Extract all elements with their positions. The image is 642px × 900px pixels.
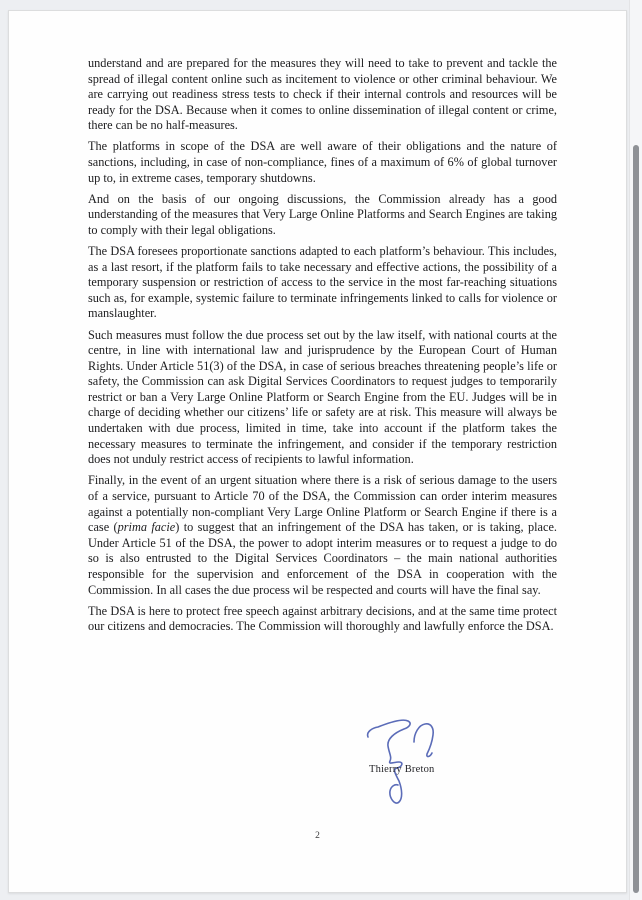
scrollbar-thumb[interactable] <box>633 145 639 893</box>
page-number: 2 <box>315 831 320 841</box>
paragraph-2: The platforms in scope of the DSA are well aware of their obligations and the nature of sanctions, including, in case of non-compliance, fines of a maximum of 6% of global turnover up to, in extreme cases, temporary shutdowns. <box>88 139 557 185</box>
italic-term: prima facie <box>117 520 176 535</box>
signature-scribble-icon <box>356 701 478 821</box>
paragraph-1: understand and are prepared for the measures they will need to take to prevent and tackle the spread of illegal content online such as incitement to violence or other criminal behaviour. We are carrying out readiness stress tests to check if their internal controls and resources will be ready for the DSA. Because when it comes to online dissemination of illegal content or crime, there can be no half-measures. <box>88 56 557 133</box>
paragraph-6-pre: Finally, in the event of an urgent situation where there is a risk of serious damage to the users of a service, pursuant to Article 70 of the DSA, the Commission can order interim measures against a potentially non-compliant Very Large Online Platform or Search Engine if there is a case ( <box>88 473 557 535</box>
paragraph-7: The DSA is here to protect free speech against arbitrary decisions, and at the same time protect our citizens and democracies. The Commission will thoroughly and lawfully enforce the DSA. <box>88 603 557 634</box>
document-page <box>8 10 627 893</box>
paragraph-5: Such measures must follow the due process set out by the law itself, with national courts at the centre, in line with international law and jurisprudence by the European Court of Human Rights. Under Article 51(3) of the DSA, in case of serious breaches threatening people’s life or safety, the Commission can ask Digital Services Coordinators to request judges to temporarily restrict or ban a Very Large Online Platform or Search Engine from the EU. Judges will be in charge of deciding whether our citizens’ life or safety are at risk. This measure will always be undertaken with due process, limited in time, take into account if the platform takes the necessary measures to terminate the infringement, and consider if the temporary restriction does not unduly restrict access of recipients to lawful information. <box>88 327 557 467</box>
scrollbar-track[interactable] <box>629 0 642 900</box>
signature-name: Thierry Breton <box>369 764 435 775</box>
signature-block <box>356 701 478 821</box>
paragraph-6 <box>88 473 557 598</box>
paragraph-4: The DSA foresees proportionate sanctions adapted to each platform’s behaviour. This includes, as a last resort, if the platform fails to take necessary and effective actions, the possibility of a temporary suspension or restriction of access to the service in the most far-reaching situations such as, for example, systemic failure to terminate infringements linked to calls for violence or manslaughter. <box>88 244 557 321</box>
paragraph-3: And on the basis of our ongoing discussions, the Commission already has a good understanding of the measures that Very Large Online Platforms and Search Engines are taking to comply with their legal obligations. <box>88 191 557 237</box>
document-body-text <box>88 56 557 640</box>
paragraph-6-post: ) to suggest that an infringement of the DSA has taken, or is taking, place. Under Article 51 of the DSA, the power to adopt interim measures or to request a judge to do so is also entrusted to the Digital Services Coordinators – the main national authorities responsible for the supervision and enforcement of the DSA in cooperation with the Commission. In all cases the due process wil be respected and courts will have the final say. <box>88 520 557 597</box>
